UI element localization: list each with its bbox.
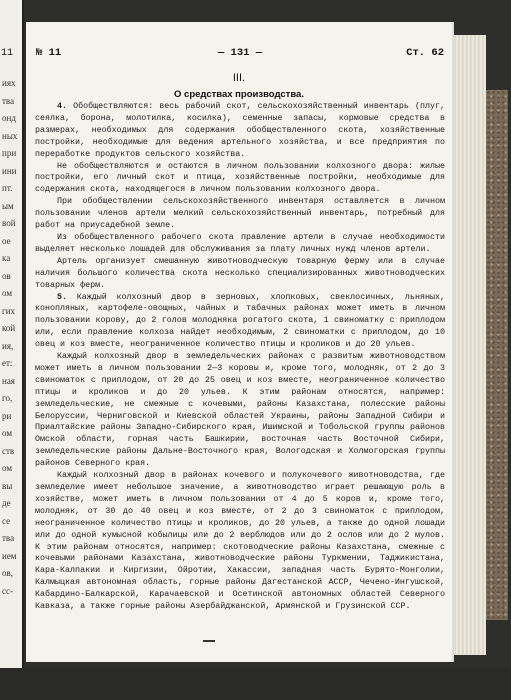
- previous-page-fragment: иях: [2, 78, 16, 88]
- paragraph: [35, 101, 445, 161]
- previous-page-fragment: ов,: [2, 568, 13, 578]
- paragraph: [35, 470, 445, 613]
- previous-page-fragment: ом: [2, 428, 13, 438]
- previous-page-fragment: ная: [2, 375, 15, 386]
- previous-page-fragment: ом: [2, 288, 13, 298]
- section-roman-numeral: III.: [232, 72, 246, 84]
- paragraph-text: Каждый колхозный двор в земледельческих районах с развитым животноводством может иметь в личном пользовании 2—3 коровы и, кроме того, молодняк, от 2 до 3 свиноматок с приплодом, от 20 до 25 овец и коз вместе, неограниченное количество птицы и кроликов и до 20 ульев. К этим районам относятся, например: земледельческие, не смежные с кочевыми, районы Казахстана, полесские районы Белоруссии, Черниговской и Киевской областей Украины, районы Западной Сибири и Приалтайские районы Западно-Сибирского края, Ишимской и Тобольской группы районов Омской области, горная часть Башкирии, восточная часть Восточной Сибири, земледельческие районы Дальне-Восточного края, Вологодская и Холмогорская группы районов Северного края.: [35, 351, 445, 469]
- paragraph-text: Не обобществляются и остаются в личном пользовании колхозного двора: жилые постройки, его личный скот и птица, хозяйственные постройки, необходимые для содержания скота, находящегося в личном пользовании колхозного двора.: [35, 160, 445, 195]
- paragraph-text: При обобществлении сельскохозяйственного инвентаря оставляется в личном пользовании членов артели мелкий сельскохозяйственный инвентарь, потребный для работ на приусадебной земле.: [35, 196, 445, 231]
- previous-page-fragment: ое: [2, 235, 11, 246]
- previous-page-fragment: се: [2, 515, 11, 526]
- paragraph-text: Каждый колхозный двор в зерновых, хлопковых, свеклосичных, льняных, конопляных, картофеле-овощных, чайных и табачных районах может иметь в личном пользовании корову, до 2 голов молодняка рогатого скота, 1 свиноматку с приплодом или, если правление колхоза найдет необходимым, 2 свиноматки с приплодом, до 10 овец и коз вместе, неограниченное количество птицы и кроликов и до 20 ульев.: [35, 291, 445, 350]
- previous-page-fragment: гих: [2, 305, 16, 316]
- previous-page-fragment: ств: [2, 445, 15, 456]
- book-page: [26, 22, 452, 662]
- previous-page-fragment: ов: [2, 270, 11, 281]
- book-cover-edge: [486, 90, 508, 620]
- article-number: Ст. 62: [406, 47, 444, 59]
- body-text: [35, 101, 445, 613]
- previous-page-fragment: вой: [2, 218, 16, 228]
- previous-page-fragment: тва: [2, 533, 15, 543]
- previous-page-fragment: ом: [2, 463, 13, 473]
- previous-page-fragment: тва: [2, 95, 15, 106]
- previous-page-fragment: кой: [2, 323, 16, 333]
- paragraph: [35, 351, 445, 470]
- previous-page-fragment: при: [2, 148, 17, 158]
- paragraph-text: Обобществляются: весь рабочий скот, сельскохозяйственный инвентарь (плуг, сеялка, борона, молотилка, косилка), семенные запасы, кормовые средства в размерах, необходимых для содержания обобществленного скота, хозяйственные постройки, необходимые для ведения артельного хозяйства, и все предприятия по переработке продуктов сельского хозяйства.: [35, 101, 445, 159]
- previous-page-fragment: ных: [2, 130, 18, 141]
- section-title: О средствах производства.: [174, 89, 304, 100]
- previous-page-fragment: го,: [2, 393, 13, 403]
- page-header: [36, 47, 444, 61]
- previous-page-fragment: ием: [2, 550, 17, 561]
- previous-page-fragment: вы: [2, 480, 13, 491]
- paragraph: [35, 161, 445, 197]
- issue-number: № 11: [36, 47, 62, 59]
- previous-page-fragment: ет:: [2, 358, 13, 368]
- previous-page-fragment: де: [2, 498, 11, 508]
- clause-number: 4.: [57, 101, 68, 111]
- previous-page-fragment: ия,: [2, 340, 14, 351]
- previous-page-fragment: пт.: [2, 183, 13, 193]
- previous-page-fragment: ым: [2, 200, 14, 211]
- page-number: — 131 —: [217, 47, 263, 59]
- previous-page-number: 11: [1, 48, 14, 59]
- previous-page-strip: [0, 0, 24, 668]
- footer-mark: [203, 640, 215, 642]
- book-page-edges: [452, 35, 486, 655]
- paragraph-text: Артель организует смешанную животноводческую товарную ферму или в случае наличия большого количества скота несколько специализированных животноводческих товарных ферм.: [35, 255, 445, 290]
- paragraph: [35, 256, 445, 292]
- previous-page-fragment: ри: [2, 410, 12, 421]
- previous-page-fragment: онд: [2, 113, 16, 123]
- paragraph: [35, 232, 445, 256]
- paragraph: [35, 196, 445, 232]
- scan-bottom-strip: [0, 668, 511, 700]
- previous-page-fragment: ини: [2, 165, 17, 176]
- clause-number: 5.: [57, 291, 68, 302]
- paragraph-text: Каждый колхозный двор в районах кочевого и полукочевого животноводства, где земледелие имеет небольшое значение, а животноводство играет решающую роль в хозяйстве, может иметь в личном пользовании от 4 до 5 коров и, кроме того, молодняк, от 30 до 40 овец и коз вместе, от 2 до 3 свиноматок с приплодом, неограниченное количество птицы и кроликов, до 20 ульев, а также до одной лошади или до одной кумысной кобылицы или до 2 верблюдов или до 2 ослов или до 2 мулов. К этим районам относятся, например: скотоводческие районы Казахстана, смежные с кочевыми районами Казахстана, животноводческие районы Туркмении, Таджикистана, Кара-Калпакии и Киргизии, Ойротии, Хакассии, западная часть Бурято-Монголии, Калмыцкая автономная область, горные районы Дагестанской АССР, Чечено-Ингушской, Кабардино-Балкарской, Карачаевской и Осетинской автономных областей Северного Кавказа, а также горные районы Азербайджанской, Армянской и Грузинской ССР.: [35, 470, 445, 612]
- paragraph-text: Из обобществленного рабочего скота правление артели в случае необходимости выделяет несколько лошадей для обслуживания за плату личных нужд членов артели.: [35, 231, 445, 254]
- previous-page-fragment: сс-: [2, 585, 13, 596]
- previous-page-fragment: ка: [2, 253, 11, 263]
- paragraph: [35, 292, 445, 352]
